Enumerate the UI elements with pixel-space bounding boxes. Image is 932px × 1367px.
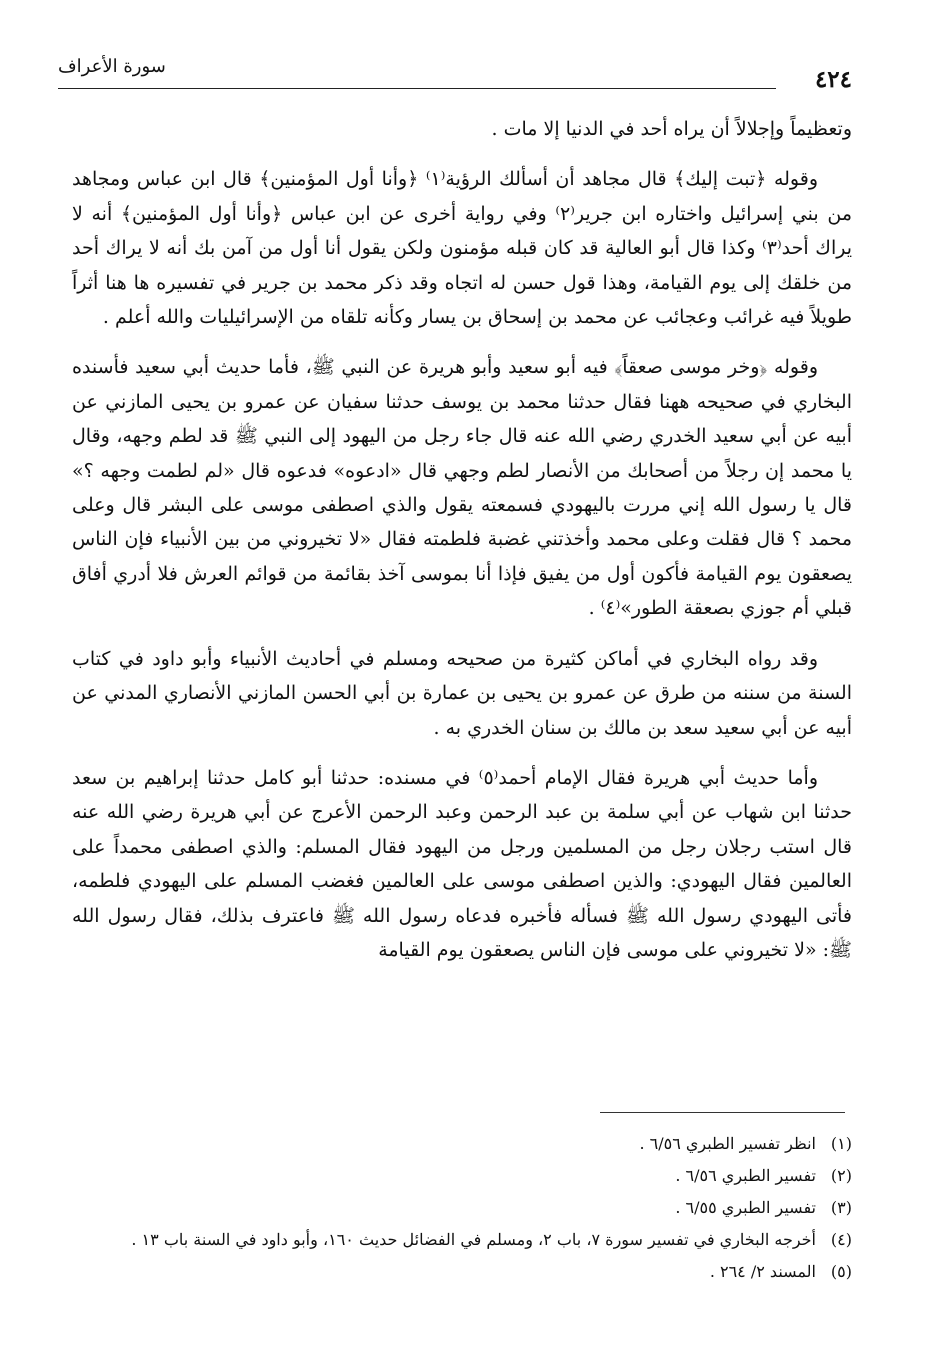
paragraph: وقد رواه البخاري في أماكن كثيرة من صحيحه ومسلم في أحاديث الأنبياء وأبو داود في كتاب السنة من سننه من طرق عن عمرو بن يحيى بن عمارة بن أبي الحسن المازني الأنصاري المدني عن أبيه عن أبي سعيد سعد بن مالك بن سنان الخدري به . bbox=[72, 647, 852, 739]
footnote-number: (١) bbox=[830, 1134, 852, 1153]
footnote-item bbox=[62, 1224, 852, 1256]
footnote-number: (٢) bbox=[830, 1166, 852, 1185]
page-number: ٤٢٤ bbox=[814, 66, 852, 93]
header-divider bbox=[58, 88, 776, 89]
paragraph: وأما حديث أبي هريرة فقال الإمام أحمد⁽٥⁾ في مسنده: حدثنا أبو كامل حدثنا إبراهيم بن سعد حدثنا ابن شهاب عن أبي سلمة بن عبد الرحمن وعبد الرحمن الأعرج عن أبي هريرة رضي الله عنه قال استب رجلان رجل من المسلمين ورجل من اليهود فقال المسلم: والذي اصطفى محمداً على العالمين فقال اليهودي: والذين اصطفى موسى على العالمين فغضب المسلم على اليهودي فلطمه، فأتى اليهودي رسول الله ﷺ فسأله فأخبره فدعاه رسول الله ﷺ فاعترف بذلك، فقال رسول الله ﷺ: «لا تخيروني على موسى فإن الناس يصعقون يوم القيامة bbox=[72, 766, 852, 961]
paragraph: وتعظيماً وإجلالاً أن يراه أحد في الدنيا إلا مات . bbox=[491, 118, 852, 140]
footnote-number: (٣) bbox=[830, 1198, 852, 1217]
footnote-item bbox=[62, 1160, 852, 1192]
footnote-item bbox=[62, 1192, 852, 1224]
surah-title: سورة الأعراف bbox=[58, 56, 166, 77]
main-text bbox=[72, 112, 852, 983]
paragraph: وقوله ﴿وخر موسى صعقاً﴾ فيه أبو سعيد وأبو هريرة عن النبي ﷺ، فأما حديث أبي سعيد فأسنده البخاري في صحيحه ههنا فقال حدثنا محمد بن يوسف حدثنا سفيان عن عمرو بن يحيى المازني عن أبيه عن أبي سعيد الخدري رضي الله عنه قال جاء رجل من اليهود إلى النبي ﷺ قد لطم وجهه، وقال يا محمد إن رجلاً من أصحابك من الأنصار لطم وجهي قال «ادعوه» فدعوه قال «لم لطمت وجهه ؟» قال يا رسول الله إني مررت باليهودي فسمعته يقول والذي اصطفى موسى على البشر قال وعلى محمد ؟ قال فقلت وعلى محمد وأخذتني غضبة فلطمته فقال «لا تخيروني من بين الأنبياء فإن الناس يصعقون يوم القيامة فأكون أول من يفيق فإذا أنا بموسى آخذ بقائمة من قوائم العرش فلا أدري أفاق قبلي أم جوزي بصعقة الطور»⁽٤⁾ . bbox=[72, 356, 852, 620]
footnote-number: (٤) bbox=[830, 1230, 852, 1249]
footnote-text: تفسير الطبري ٦/٥٥ . bbox=[675, 1198, 816, 1217]
footnote-divider bbox=[600, 1112, 845, 1113]
footnote-item bbox=[62, 1256, 852, 1288]
footnote-text: انظر تفسير الطبري ٦/٥٦ . bbox=[639, 1134, 816, 1153]
footnote-text: المسند ٢/ ٢٦٤ . bbox=[709, 1262, 816, 1281]
footnotes bbox=[62, 1128, 852, 1288]
footnote-text: أخرجه البخاري في تفسير سورة ٧، باب ٢، ومسلم في الفضائل حديث ١٦٠، وأبو داود في السنة باب ١٣ . bbox=[131, 1230, 816, 1249]
footnote-item bbox=[62, 1128, 852, 1160]
footnote-number: (٥) bbox=[830, 1262, 852, 1281]
footnote-text: تفسير الطبري ٦/٥٦ . bbox=[675, 1166, 816, 1185]
paragraph: وقوله ﴿تبت إليك﴾ قال مجاهد أن أسألك الرؤية⁽١⁾ ﴿وأنا أول المؤمنين﴾ قال ابن عباس ومجاهد من بني إسرائيل واختاره ابن جرير⁽٢⁾ وفي رواية أخرى عن ابن عباس ﴿وأنا أول المؤمنين﴾ أنه لا يراك أحد⁽٣⁾ وكذا قال أبو العالية قد كان قبله مؤمنون ولكن يقول أنا أول من آمن بك أنه لا يراك أحد من خلقك إلى يوم القيامة، وهذا قول حسن له اتجاه وقد ذكر محمد بن جرير في تفسيره ها هنا أثراً طويلاً فيه غرائب وعجائب عن محمد بن إسحاق بن يسار وكأنه تلقاه من الإسرائيليات والله أعلم . bbox=[72, 168, 852, 329]
running-header bbox=[58, 56, 852, 93]
